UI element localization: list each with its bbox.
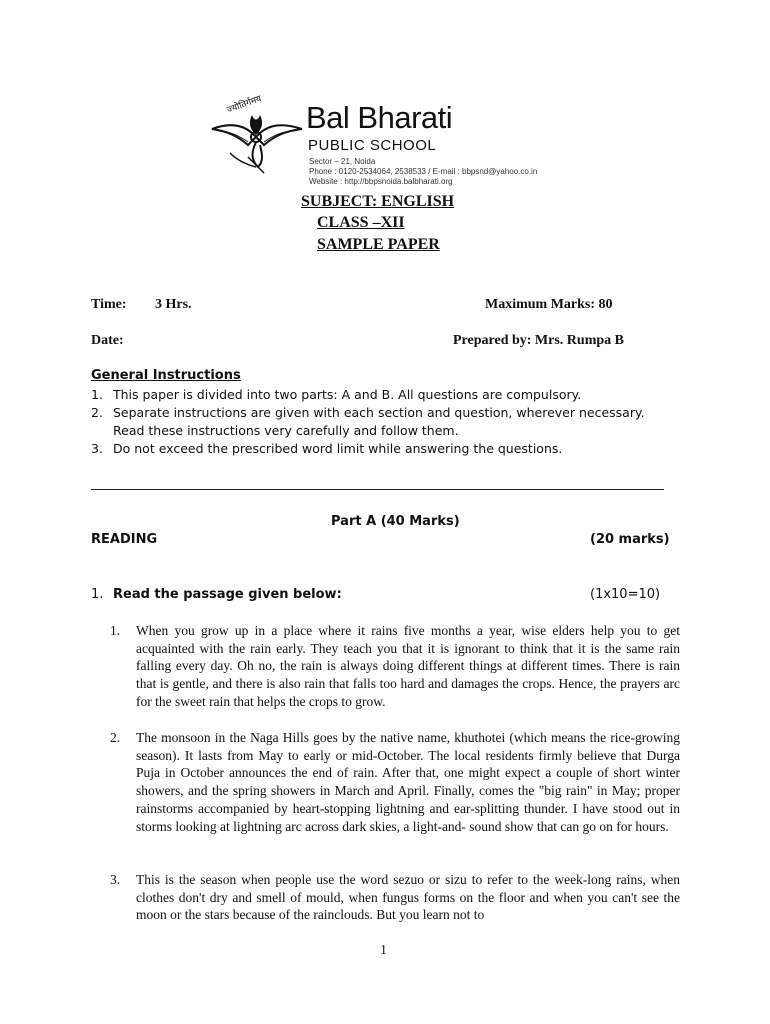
time-value: 3 Hrs. [155, 297, 192, 312]
passage-paragraph [110, 871, 680, 924]
reading-marks: (20 marks) [590, 532, 670, 547]
instruction-text: Separate instructions are given with each section and question, wherever necessary. [113, 405, 645, 420]
passage-paragraph [110, 622, 680, 711]
paragraph-text: This is the season when people use the word sezuo or sizu to refer to the week-long rains, when clothes don't dry and smell of mould, when fungus forms on the floor and when you can't see the moon or the stars because of the rainclouds. But you learn not to [136, 872, 680, 923]
instruction-number: 3. [91, 441, 103, 456]
school-address: Sector – 21, Noida [309, 157, 376, 166]
page-number: 1 [380, 943, 387, 958]
school-phone: Phone : 0120-2534064, 2538533 / E-mail : bbpsnd@yahoo.co.in [309, 167, 538, 176]
paragraph-number: 1. [110, 623, 121, 638]
question-text: Read the passage given below: [113, 587, 342, 602]
max-marks: Maximum Marks: 80 [485, 297, 613, 312]
instruction-item [91, 386, 581, 404]
instruction-item [91, 422, 459, 440]
school-subtitle: PUBLIC SCHOOL [308, 137, 437, 154]
question-marks: (1x10=10) [590, 587, 661, 602]
logo-motto: ज्योतिर्गमय [225, 94, 263, 116]
part-heading: Part A (40 Marks) [331, 514, 460, 529]
school-name: Bal Bharati [306, 100, 453, 135]
school-logo [208, 95, 304, 175]
paragraph-number: 3. [110, 872, 121, 887]
paper-title: SAMPLE PAPER [317, 236, 440, 253]
paragraph-text: When you grow up in a place where it rains five months a year, wise elders help you to get acquainted with the rain early. They teach you that it is ignorant to think that it is the same rain falling every day. Oh no, the rain is always doing different things at different times. There is rain that is gentle, and there is also rain that falls too hard and damages the crops. Hence, the prayers arc for the sweet rain that helps the crops to grow. [136, 623, 680, 709]
question-number: 1. [91, 587, 104, 602]
time-label: Time: [91, 297, 127, 312]
instruction-text: Do not exceed the prescribed word limit while answering the questions. [113, 441, 563, 456]
instruction-item [91, 440, 562, 458]
paragraph-number: 2. [110, 730, 121, 745]
passage-paragraph [110, 729, 680, 835]
paragraph-text: The monsoon in the Naga Hills goes by the native name, khuthotei (which means the rice-growing season). It lasts from May to early or mid-October. The local residents firmly believe that Durga Puja in October announces the end of rain. After that, one might expect a couple of short winter showers, and the spring showers in March and April. Finally, comes the "big rain" in May; proper rainstorms accompanied by heart-stopping lightning and ear-splitting thunder. I have stood out in storms looking at lightning arc across dark skies, a light-and- sound show that can go on for hours. [136, 730, 680, 834]
prepared-by: Prepared by: Mrs. Rumpa B [453, 333, 624, 348]
instruction-number: 1. [91, 387, 103, 402]
school-emblem-icon [208, 95, 304, 175]
reading-heading: READING [91, 532, 158, 547]
instructions-heading: General Instructions [91, 368, 241, 383]
instruction-item [91, 404, 645, 422]
subject-title: SUBJECT: ENGLISH [301, 193, 455, 210]
date-label: Date: [91, 333, 124, 348]
section-divider [91, 489, 664, 490]
class-title: CLASS –XII [317, 214, 405, 231]
instruction-number: 2. [91, 405, 103, 420]
instruction-text: This paper is divided into two parts: A and B. All questions are compulsory. [113, 387, 582, 402]
instruction-text: Read these instructions very carefully and follow them. [113, 423, 459, 438]
school-website: Website : http://bbpsnoida.balbharati.org [309, 177, 453, 186]
